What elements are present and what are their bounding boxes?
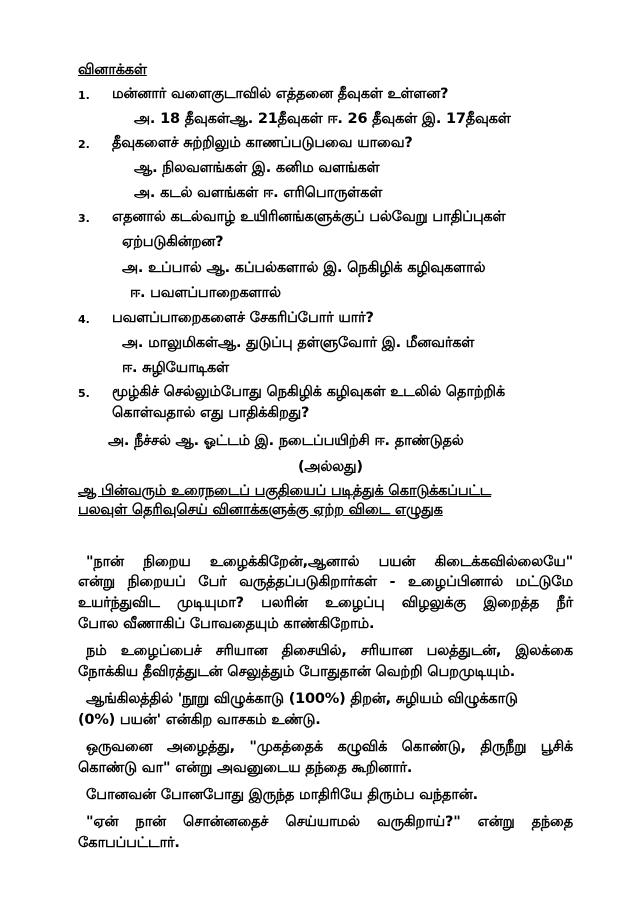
question-number: 2. <box>78 138 90 151</box>
passage-line: உயர்ந்துவிட முடியுமா? பலரின் உழைப்பு விழலுக்கு இறைத்த நீர் <box>78 595 573 611</box>
section-title: ஆ பின்வரும் உரைநடைப் பகுதியைப் படித்துக் கொடுக்கப்பட்ட <box>78 483 492 499</box>
passage-line: போல வீணாகிப் போவதையும் காண்கிறோம். <box>78 616 375 632</box>
question-number: 3. <box>78 212 90 225</box>
question-text: பவளப்பாறைகளைச் சேகரிப்போர் யார்? <box>112 310 374 326</box>
passage-line: ஆங்கிலத்தில் 'நூறு விழுக்காடு (100%) திறன், சுழியம் விழுக்காடு <box>86 691 518 707</box>
question-number: 1. <box>78 89 90 102</box>
section-title: பலவுள் தெரிவுசெய் வினாக்களுக்கு ஏற்ற விடை எழுதுக <box>78 502 443 518</box>
question-options: அ. 18 தீவுகள்ஆ. 21தீவுகள் ஈ. 26 தீவுகள் இ. 17தீவுகள் <box>134 111 511 127</box>
question-number: 4. <box>78 313 90 326</box>
question-text: மன்னார் வளைகுடாவில் எத்தனை தீவுகள் உள்ளன? <box>112 86 449 102</box>
heading: வினாக்கள் <box>78 62 147 78</box>
question-options: அ. மாலுமிகள்ஆ. துடுப்பு தள்ளுவோர் இ. மீனவர்கள் <box>122 335 475 351</box>
question-options: அ. நீச்சல் ஆ. ஓட்டம் இ. நடைப்பயிற்சி ஈ. தாண்டுதல் <box>108 433 464 449</box>
passage-line: நம் உழைப்பைச் சரியான திசையில், சரியான பலத்துடன், இலக்கை <box>86 643 573 659</box>
question-options: ஈ. பவளப்பாறைகளால் <box>130 285 281 301</box>
passage-line: ஒருவனை அழைத்து, "முகத்தைக் கழுவிக் கொண்டு, திருநீறு பூசிக் <box>86 739 573 755</box>
question-text: கொள்வதால் எது பாதிக்கிறது? <box>112 405 310 421</box>
question-options: அ. உப்பால் ஆ. கப்பல்களால் இ. நெகிழிக் கழிவுகளால் <box>122 260 486 276</box>
passage-line: "நான் நிறைய உழைக்கிறேன்,ஆனால் பயன் கிடைக்கவில்லையே" <box>86 554 573 570</box>
question-options: ஆ. நிலவளங்கள் இ. கனிம வளங்கள் <box>134 160 380 176</box>
question-text: எதனால் கடல்வாழ் உயிரினங்களுக்குப் பல்வேறு பாதிப்புகள் <box>112 209 506 225</box>
passage-line: கொண்டு வா" என்று அவனுடைய தந்தை கூறினார். <box>78 760 413 776</box>
passage-line: போனவன் போனபோது இருந்த மாதிரியே திரும்ப வந்தான். <box>86 787 478 803</box>
passage-line: "ஏன் நான் சொன்னதைச் செய்யாமல் வருகிறாய்?" என்று தந்தை <box>86 814 573 830</box>
question-options: ஈ. சுழியோடிகள் <box>122 360 229 376</box>
question-text: ஏற்படுகின்றன? <box>122 234 224 250</box>
passage-line: கோபப்பட்டார். <box>78 835 180 851</box>
question-options: அ. கடல் வளங்கள் ஈ. எரிபொருள்கள் <box>134 185 383 201</box>
passage-line: என்று நிறையப் பேர் வருத்தப்படுகிறார்கள் - உழைப்பினால் மட்டுமே <box>78 574 573 590</box>
separator: (அல்லது) <box>298 459 363 475</box>
question-number: 5. <box>78 387 90 400</box>
question-text: மூழ்கிச் செல்லும்போது நெகிழிக் கழிவுகள் உடலில் தொற்றிக் <box>112 384 505 400</box>
passage-line: நோக்கிய தீவிரத்துடன் செலுத்தும் போதுதான் வெற்றி பெறமுடியும். <box>78 664 516 680</box>
question-text: தீவுகளைச் சுற்றிலும் காணப்படுபவை யாவை? <box>112 135 413 151</box>
passage-line: (0%) பயன்' என்கிற வாசகம் உண்டு. <box>78 712 321 728</box>
